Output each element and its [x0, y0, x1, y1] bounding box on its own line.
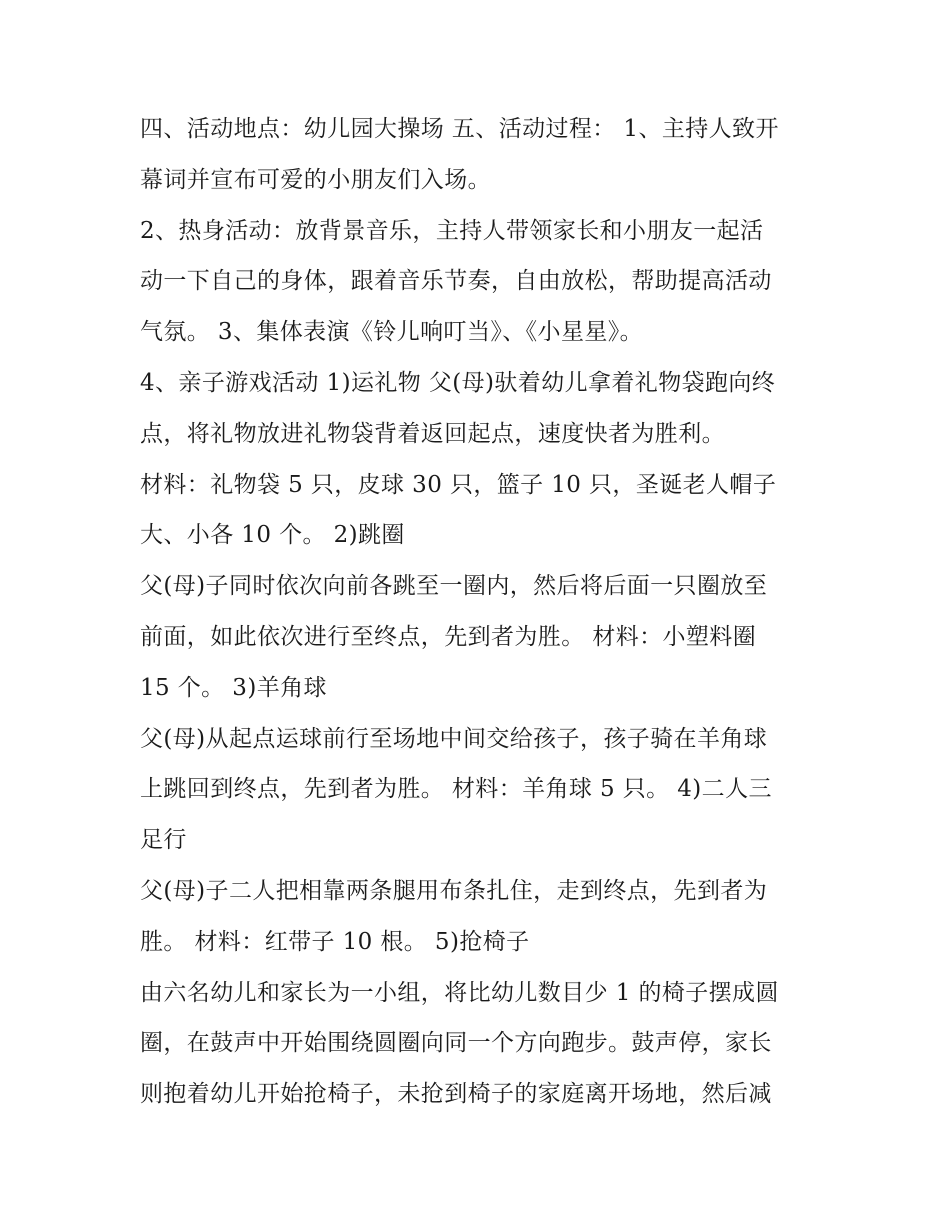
text-line: 胜。 材料：红带子 10 根。 5)抢椅子: [140, 928, 530, 955]
text-line: 2、热身活动：放背景音乐，主持人带领家长和小朋友一起活: [140, 217, 764, 244]
text-line: 足行: [140, 827, 187, 854]
text-line: 材料：礼物袋 5 只，皮球 30 只，篮子 10 只，圣诞老人帽子: [140, 471, 777, 498]
text-line: 父(母)子同时依次向前各跳至一圈内，然后将后面一只圈放至: [140, 573, 768, 600]
text-line: 父(母)子二人把相靠两条腿用布条扎住，走到终点，先到者为: [140, 877, 768, 904]
text-line: 圈，在鼓声中开始围绕圆圈向同一个方向跑步。鼓声停，家长: [140, 1030, 772, 1057]
text-line: 由六名幼儿和家长为一小组，将比幼儿数目少 1 的椅子摆成圆: [140, 979, 779, 1006]
text-line: 15 个。 3)羊角球: [140, 674, 327, 701]
text-line: 前面，如此依次进行至终点，先到者为胜。 材料：小塑料圈: [140, 623, 757, 650]
text-line: 大、小各 10 个。 2)跳圈: [140, 522, 405, 549]
text-line: 则抱着幼儿开始抢椅子，未抢到椅子的家庭离开场地，然后减: [140, 1081, 772, 1108]
text-line: 父(母)从起点运球前行至场地中间交给孩子，孩子骑在羊角球: [140, 725, 768, 752]
text-line: 四、活动地点：幼儿园大操场 五、活动过程： 1、主持人致开: [140, 116, 779, 142]
text-line: 点，将礼物放进礼物袋背着返回起点，速度快者为胜利。: [140, 420, 725, 447]
document-body: [140, 104, 820, 1120]
text-line: 幕词并宣布可爱的小朋友们入场。: [140, 166, 491, 193]
text-line: 动一下自己的身体，跟着音乐节奏，自由放松，帮助提高活动: [140, 268, 772, 295]
text-line: 4、亲子游戏活动 1)运礼物 父(母)驮着幼儿拿着礼物袋跑向终: [140, 369, 776, 396]
text-line: 气氛。 3、集体表演《铃儿响叮当》、《小星星》。: [140, 319, 644, 346]
text-line: 上跳回到终点，先到者为胜。 材料：羊角球 5 只。 4)二人三: [140, 776, 772, 803]
